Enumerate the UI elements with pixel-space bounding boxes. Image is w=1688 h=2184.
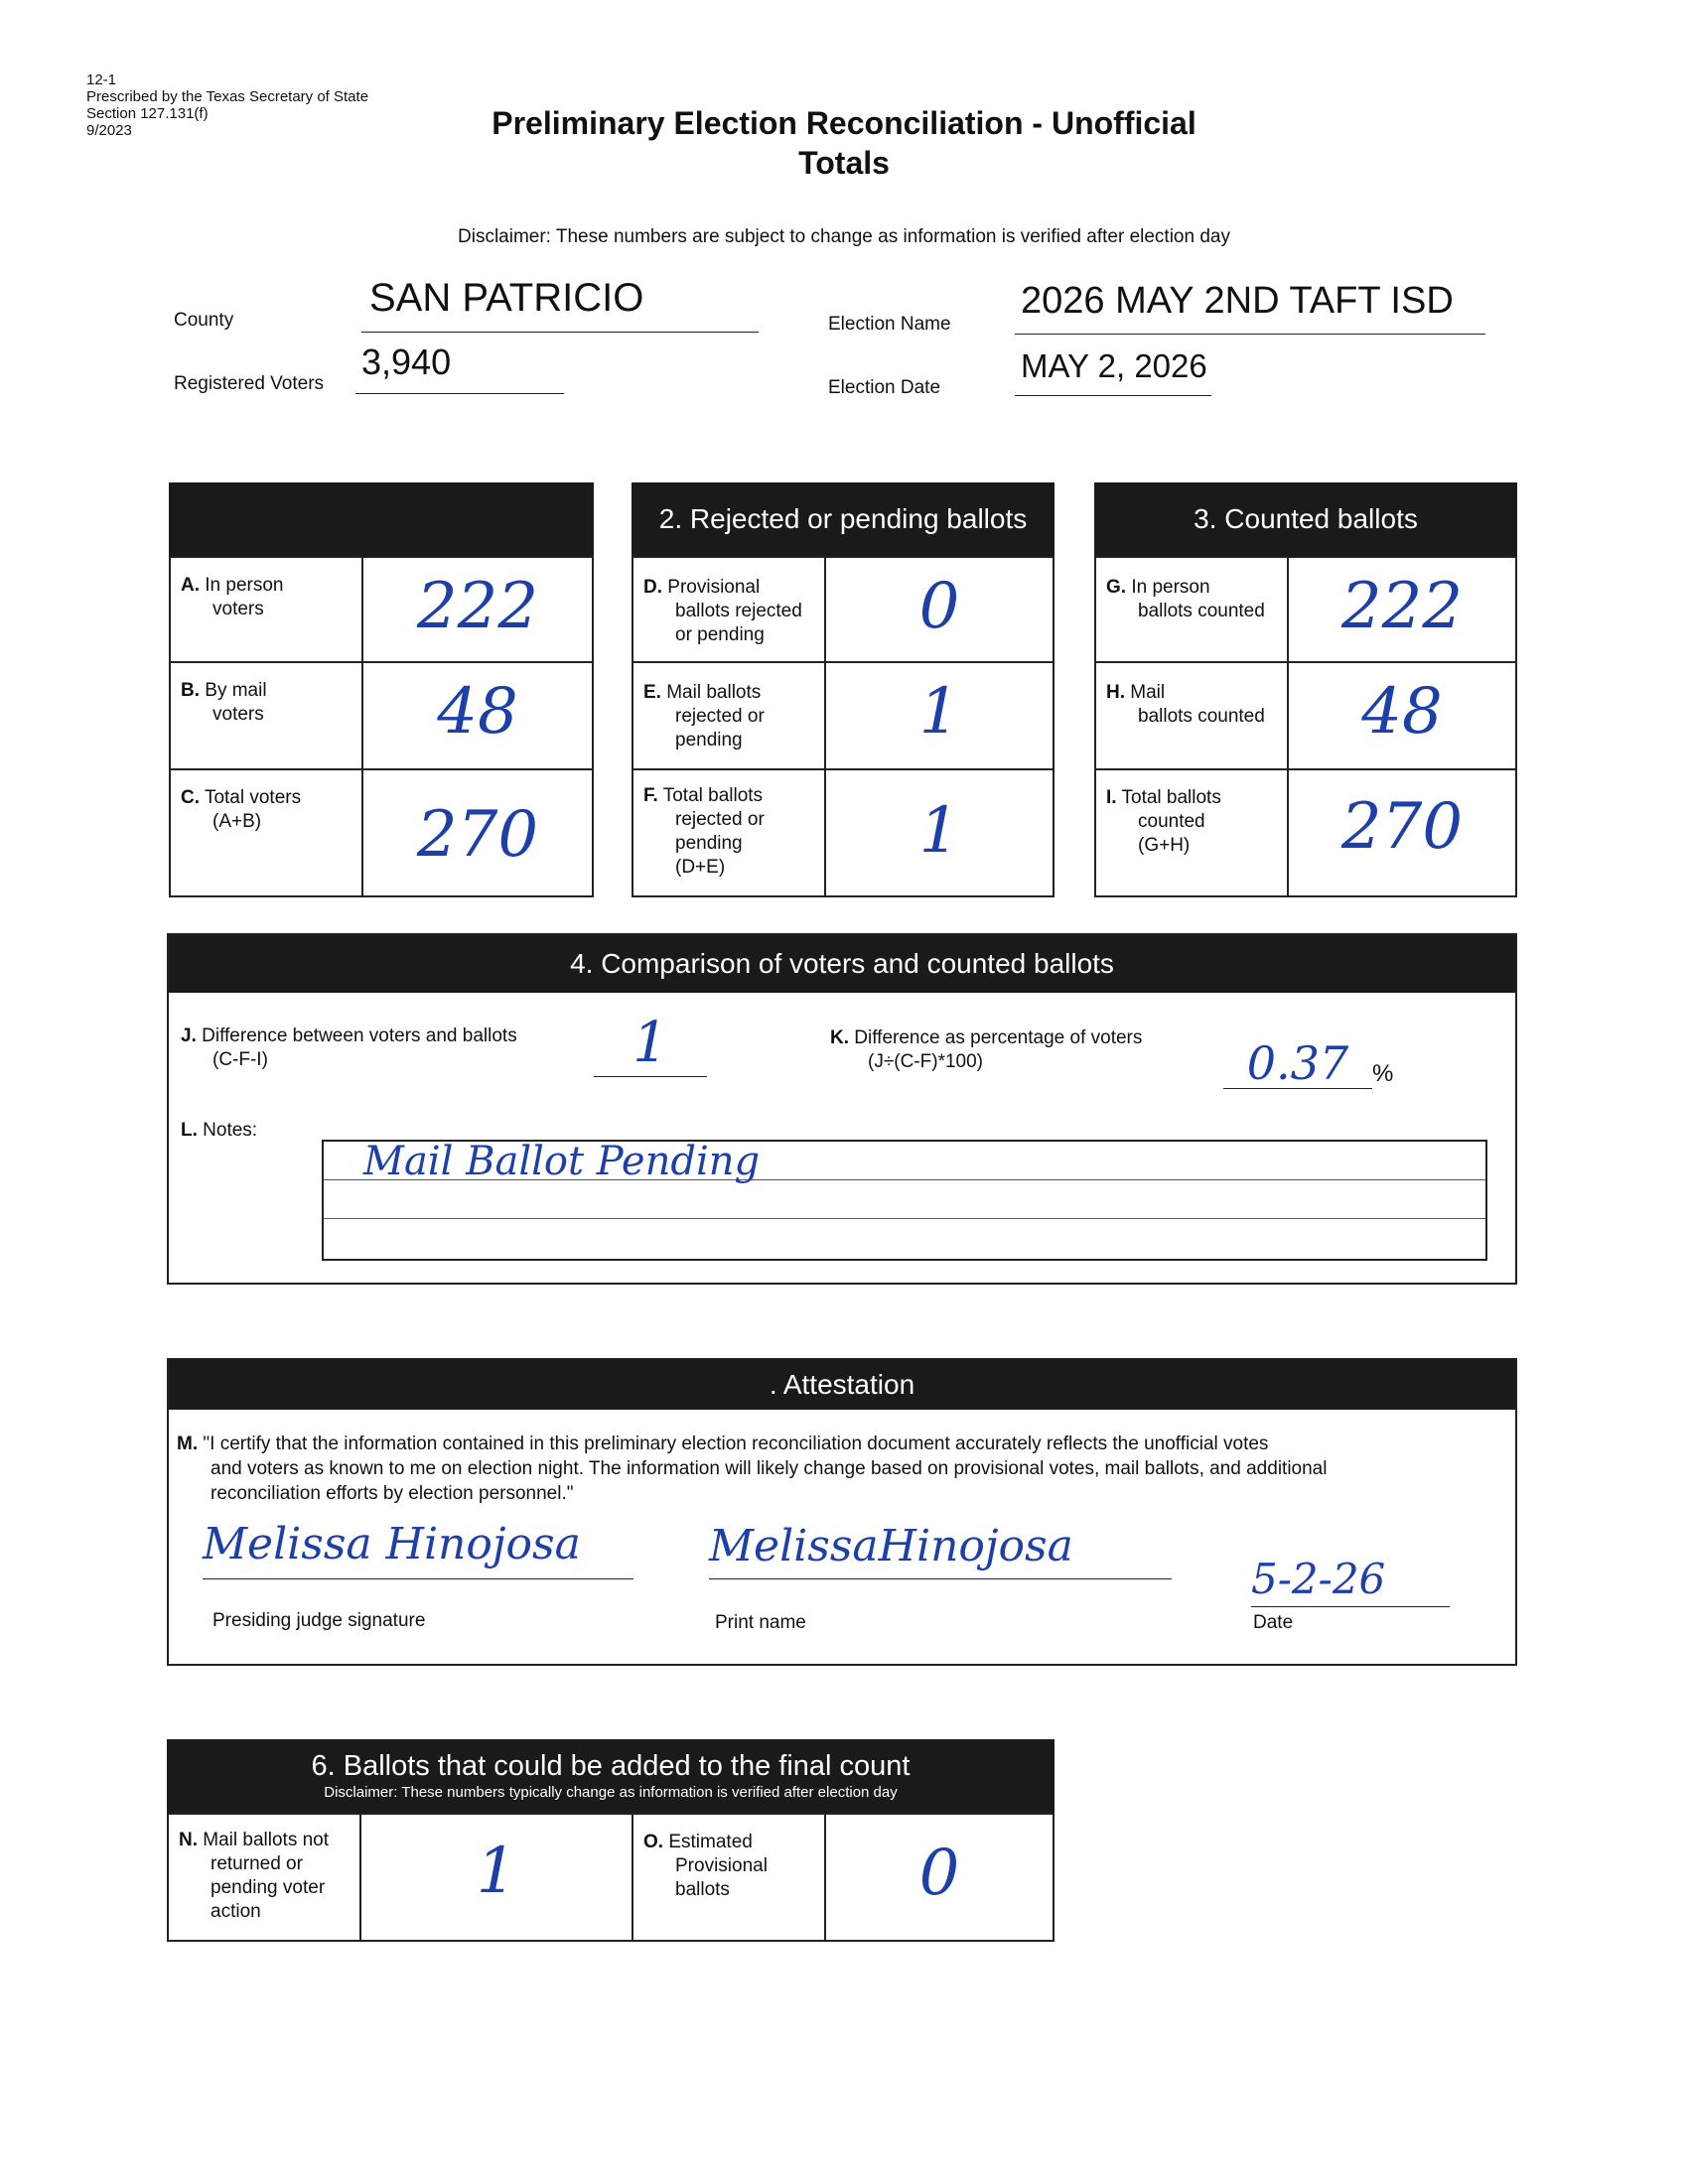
k-value[interactable]: 0.37: [1223, 1038, 1372, 1089]
form-number: 12-1: [86, 71, 117, 88]
row-e-value[interactable]: 1: [918, 675, 960, 749]
election-name-label: Election Name: [828, 314, 951, 335]
row-a-label: A. In person voters: [181, 575, 284, 619]
j-value[interactable]: 1: [594, 1011, 707, 1077]
print-name-label: Print name: [715, 1612, 806, 1633]
table-row: [170, 769, 593, 896]
print-name-field[interactable]: MelissaHinojosa: [709, 1521, 1172, 1579]
row-h-label: H. Mail ballots counted: [1106, 682, 1265, 727]
section5-panel: [167, 1358, 1517, 1666]
section3-header: 3. Counted ballots: [1094, 482, 1517, 556]
form-prescribed: Prescribed by the Texas Secretary of State: [86, 88, 369, 105]
county-field[interactable]: SAN PATRICIO: [361, 276, 759, 333]
section1-table: [169, 556, 594, 897]
election-date-label: Election Date: [828, 377, 941, 398]
row-b-value[interactable]: 48: [437, 675, 518, 749]
section6-title: 6. Ballots that could be added to the final count: [311, 1750, 911, 1782]
section6-header: [167, 1739, 1055, 1813]
row-d-label: D. Provisional ballots rejected or pending: [643, 577, 802, 645]
section2-header: 2. Rejected or pending ballots: [632, 482, 1055, 556]
form-meta: [86, 71, 368, 139]
row-f-value[interactable]: 1: [918, 794, 960, 868]
row-c-value[interactable]: 270: [416, 798, 539, 872]
row-o-label: O. Estimated Provisional ballots: [643, 1832, 768, 1900]
row-f-label: F. Total ballots rejected or pending (D+E): [643, 785, 765, 878]
notes-text[interactable]: Mail Ballot Pending: [363, 1139, 761, 1184]
section2-table: [632, 556, 1055, 897]
k-percent-unit: %: [1372, 1060, 1394, 1087]
form-section: Section 127.131(f): [86, 105, 209, 122]
table-row: [1095, 662, 1516, 769]
section6-subtitle: Disclaimer: These numbers typically change as information is verified after election day: [324, 1784, 898, 1801]
section5-header: . Attestation: [169, 1360, 1515, 1410]
page-title: [377, 103, 1311, 183]
j-label: J. Difference between voters and ballots (C-F-I): [181, 1025, 517, 1070]
election-name-field[interactable]: 2026 MAY 2ND TAFT ISD: [1015, 280, 1485, 335]
row-i-value[interactable]: 270: [1340, 790, 1464, 864]
date-label: Date: [1253, 1612, 1294, 1633]
row-n-label: N. Mail ballots not returned or pending voter action: [179, 1830, 330, 1922]
l-label: L. Notes:: [181, 1120, 258, 1141]
form-revision: 9/2023: [86, 122, 132, 139]
row-i-label: I. Total ballots counted (G+H): [1106, 787, 1221, 856]
election-date-field[interactable]: MAY 2, 2026: [1015, 347, 1211, 396]
title-line-1: Preliminary Election Reconciliation - Unofficial: [492, 105, 1196, 141]
row-d-value[interactable]: 0: [918, 570, 960, 643]
notes-box[interactable]: [322, 1140, 1487, 1261]
row-h-value[interactable]: 48: [1361, 675, 1443, 749]
row-g-label: G. In person ballots counted: [1106, 577, 1265, 621]
notes-line-2: [324, 1180, 1485, 1219]
disclaimer: Disclaimer: These numbers are subject to change as information is verified after election day: [458, 226, 1230, 247]
section6-table: [167, 1813, 1055, 1942]
notes-line-1: [324, 1139, 1485, 1184]
table-row: [633, 557, 1054, 662]
section4-panel: [167, 933, 1517, 1285]
row-a-value[interactable]: 222: [416, 570, 539, 643]
k-label: K. Difference as percentage of voters (J÷(C-F)*100): [830, 1027, 1143, 1072]
title-line-2: Totals: [798, 145, 890, 181]
section3-table: [1094, 556, 1517, 897]
row-e-label: E. Mail ballots rejected or pending: [643, 682, 765, 751]
table-row: [1095, 769, 1516, 896]
section1-header: [169, 482, 594, 556]
table-row: [1095, 557, 1516, 662]
registered-voters-field[interactable]: 3,940: [355, 341, 564, 394]
table-row: [633, 662, 1054, 769]
presiding-judge-signature[interactable]: Melissa Hinojosa: [203, 1519, 633, 1579]
table-row: [168, 1814, 1054, 1941]
county-label: County: [174, 310, 234, 331]
row-c-label: C. Total voters (A+B): [181, 787, 302, 832]
registered-voters-label: Registered Voters: [174, 373, 325, 394]
signature-label: Presiding judge signature: [212, 1610, 426, 1631]
attestation-statement: M. "I certify that the information contained in this preliminary election reconciliation document accurately reflects the unofficial votes and voters as known to me on election night. The information will likely change based on provisional votes, mail ballots, and additional reconciliation efforts by election personnel.": [177, 1433, 1328, 1504]
table-row: [170, 662, 593, 769]
row-o-value[interactable]: 0: [918, 1837, 960, 1910]
table-row: [170, 557, 593, 662]
table-row: [633, 769, 1054, 896]
row-g-value[interactable]: 222: [1340, 570, 1464, 643]
section4-header: 4. Comparison of voters and counted ballots: [169, 935, 1515, 993]
row-b-label: B. By mail voters: [181, 680, 267, 725]
row-n-value[interactable]: 1: [476, 1835, 517, 1908]
date-field[interactable]: 5-2-26: [1251, 1555, 1450, 1607]
